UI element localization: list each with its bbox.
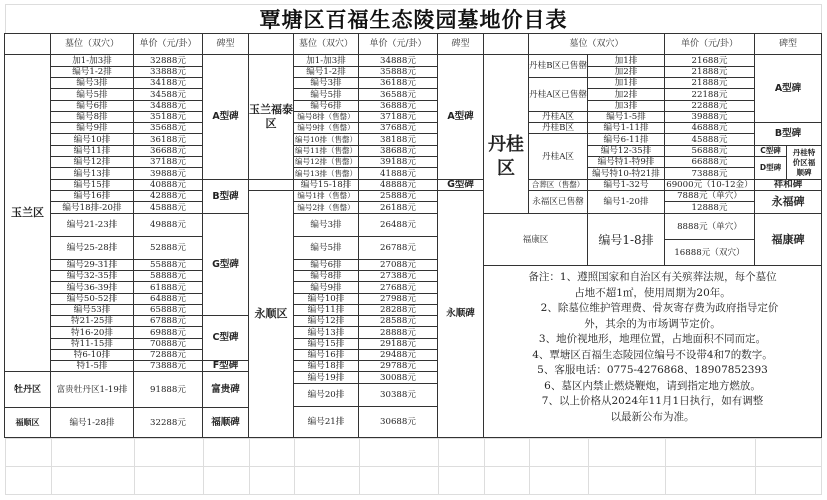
cell-text: 编号1-2排 [306,67,346,77]
cell-text: 编号5排 [76,89,108,100]
cell-text: 35688元 [150,123,186,133]
header-type [202,33,249,55]
cell-text: 编号12排（售罄） [294,157,358,166]
cell-text: 编号5排 [310,243,342,253]
cell-text: 编号53排 [73,305,111,315]
cell-text: 61888元 [150,282,186,293]
cell-text: 编号50-52排 [66,294,118,304]
cell-text: A型碑 [447,111,474,122]
cell-text: 67888元 [150,316,186,326]
cell-text: 64888元 [150,294,186,304]
grid-line [5,466,822,467]
cell-text: 富贵碑 [211,383,240,395]
note-line: 5、客服电话：0775-4276868、18907852393 [537,364,768,376]
cell-text: 32288元 [150,417,186,428]
header-price [358,33,438,55]
cell-text: 合葬区（售罄） [531,180,585,189]
fukang-price-single [664,213,755,240]
table-row-price [133,213,203,237]
cell-text: 42888元 [150,191,186,201]
cell-text: 编号20排 [307,390,345,400]
type-d [754,156,787,180]
cell-text: 编号12-35排 [600,146,652,156]
cell-text: 21688元 [691,55,728,66]
cell-text: 玉兰区 [11,206,44,219]
cell-text: 编号15排 [73,180,111,190]
type-yongshun [437,190,484,438]
cell-text: 墓位（双穴） [64,39,119,49]
cell-text: 编号16排 [307,350,345,360]
type-g [202,213,249,316]
cell-text: 牡丹区 [13,384,41,395]
cell-text: 编号5排 [310,89,342,100]
cell-text: 丹桂A区 [542,112,574,122]
cell-text: 29788元 [380,361,416,371]
header-tomb [528,33,665,55]
cell-text: 36188元 [380,78,416,88]
cell-text: 丹桂B区已售罄 [529,61,587,71]
cell-text: 加1-加3排 [306,55,346,66]
cell-text: 编号3排 [76,78,108,88]
cell-text: 编号1-2排 [72,67,112,77]
type-yongfu [754,190,822,214]
cell-text: 33888元 [150,67,186,77]
cell-text: 35188元 [150,112,186,122]
header-type [437,33,484,55]
cell-text: 48888元 [380,180,416,190]
cell-text: 编号11排 [73,146,111,156]
cell-text: 65888元 [150,305,186,315]
cell-text: 30688元 [380,417,416,427]
cell-text: 91888元 [150,384,186,395]
cell-text: 38688元 [380,146,416,156]
cell-text: G型碑 [447,179,474,190]
cell-text: A型碑 [774,82,802,94]
cell-text: 编号9排（售罄） [297,123,355,132]
zone-yongshun [248,190,294,438]
header-tomb [293,33,359,55]
cell-text: 39888元 [691,112,728,122]
cell-text: 编号15-18排 [300,180,352,190]
cell-text: 70888元 [150,339,186,349]
cell-text: 永顺区 [254,307,288,320]
cell-text: 福顺区 [15,417,40,427]
type-a [202,54,249,180]
cell-text: 编号1-5排 [606,112,646,122]
cell-text: 特11-15排 [71,339,113,349]
cell-text: 编号19排 [307,372,345,383]
cell-text: 编号10排（售罄） [294,134,358,144]
cell-text: 编号8排（售罄） [297,112,355,121]
table-row-tomb [50,236,134,260]
cell-text: 55888元 [150,260,186,270]
cell-text: 单价（元/卦） [369,39,427,49]
cell-text: 编号36-39排 [66,282,118,293]
cell-text: 编号18排 [307,361,345,371]
sub-dangui-b-sold [528,54,588,78]
cell-text: 编号6排 [310,101,342,111]
cell-text: 72888元 [150,350,186,360]
cell-text: 编号11排（售罄） [294,146,358,155]
header-blank [248,33,294,55]
note-line: 4、覃塘区百福生态陵园位编号不设带4和7的数字。 [532,348,773,361]
cell-text: 碑型 [216,39,235,49]
cell-text: 69000元（10-12金） [666,180,753,190]
header-price [664,33,755,55]
note-line: 占地不超1㎡，使用周期为20年。 [574,286,731,299]
type-b [754,122,822,146]
cell-text: 永顺碑 [446,308,475,319]
cell-text: 丹桂A区已售罄 [529,89,587,100]
cell-text: 69888元 [150,327,186,338]
cell-text: 编号1排（售罄） [297,191,355,200]
cell-text: 墓位（双穴） [298,39,353,49]
type-a [437,54,484,180]
cell-text: 40888元 [150,180,186,190]
cell-text: 编号1-28排 [69,417,115,428]
cell-text: 加2排 [614,67,638,77]
cell-text: 福康区 [522,234,549,245]
cell-text: 36888元 [380,101,416,111]
notes-box [483,265,822,438]
cell-text: 永福区已售罄 [532,197,584,207]
cell-text: C型碑 [212,332,239,343]
table-row-price [358,383,438,407]
table-row-price [358,213,438,237]
table-row-tomb [293,406,359,438]
cell-text: 编号18排-20排 [62,202,122,213]
cell-text: 特1-5排 [76,361,108,371]
cell-text: 丹桂B区 [541,123,575,133]
cell-text: B型碑 [212,190,239,202]
cell-text: B型碑 [774,128,802,139]
note-line: 2、除墓位维护管理费、骨灰寄存费为政府指导定价 [540,302,779,314]
cell-text: 编号特1-特9排 [597,157,655,167]
note-line: 以最新公布为准。 [610,410,695,423]
header-blank [483,33,529,55]
cell-text: 福顺碑 [211,416,240,428]
cell-text: 39888元 [150,168,186,179]
table-row-tomb [293,213,359,237]
cell-text: 22188元 [691,89,728,100]
header-blank [4,33,51,55]
cell-text: 编号11排 [307,305,345,315]
table-row-tomb [293,383,359,407]
type-b [202,179,249,214]
cell-text: 编号1-20排 [603,197,649,207]
header-price [133,33,203,55]
sub-yongfu [528,190,588,214]
cell-text: 37188元 [380,112,416,122]
cell-text: 21888元 [691,67,728,77]
cell-text: 29188元 [380,339,416,349]
cell-text: 富贵牡丹区1-19排 [56,384,128,395]
cell-text: 加1-加3排 [72,55,112,66]
note-line: 备注：1、遵照国家和自治区有关殡葬法规，每个墓位 [528,271,777,283]
fukang-price-double [664,239,755,266]
cell-text: 加3排 [614,101,638,111]
cell-text: 25888元 [380,191,416,201]
cell-text: 16888元（双穴） [674,247,745,258]
cell-text: 编号13排（售罄） [294,168,358,178]
cell-text: 祥和碑 [773,179,803,190]
cell-text: 编号6-11排 [603,134,649,145]
page-title: 覃塘区百福生态陵园墓地价目表 [259,8,568,32]
cell-text: 39188元 [380,157,416,167]
cell-text: 编号1-11排 [603,123,649,133]
cell-text: 编号3排 [310,78,342,88]
type-c [202,315,249,361]
cell-text: 编号21排 [307,417,345,427]
cell-text: 52888元 [150,243,186,253]
cell-text: 碑型 [778,39,797,49]
cell-text: 36188元 [150,134,186,145]
cell-text: 福康碑 [771,232,805,246]
cell-text: 编号13排 [73,168,111,179]
cell-text: 特21-25排 [71,316,113,326]
cell-text: 28888元 [380,327,416,338]
cell-text: 36588元 [380,89,416,100]
cell-text: 49888元 [150,220,186,230]
cell-text: 编号10排 [307,294,345,304]
type-a [754,54,822,123]
note-line: 6、墓区内禁止燃烧鞭炮，请到指定地方燃放。 [544,379,761,392]
cell-text: 26488元 [380,220,416,230]
cell-text: 编号12排 [307,316,345,326]
cell-text: 编号32-35排 [66,271,118,281]
note-line: 7、以上价格从2024年11月1日执行，如有调整 [541,395,764,407]
cell-text: 编号13排 [307,327,345,338]
header-tomb [50,33,134,55]
cell-text: 编号9排 [76,123,108,133]
cell-text: 30088元 [380,372,416,383]
sub-dangui-a-sold [528,77,588,112]
cell-text: 46888元 [691,123,728,133]
cell-text: 26188元 [380,202,416,213]
cell-text: 27688元 [380,282,416,293]
zone-yulan [4,54,51,372]
cell-text: 36688元 [150,146,186,156]
cell-text: 丹桂A区 [542,151,574,162]
cell-text: 27988元 [380,294,416,304]
cell-text: 41888元 [380,168,416,179]
zone-mudan [4,371,51,408]
fukang-type [754,213,822,266]
cell-text: 单价（元/卦） [680,39,739,49]
cell-text: 编号15排 [307,339,345,349]
cell-text: 45888元 [691,134,728,145]
note-line: 3、地价视地形，地理位置，占地面积不同而定。 [538,333,767,345]
cell-text: 特6-10排 [73,350,111,360]
cell-text: 丹桂特价区福顺碑 [792,147,816,177]
header-type [754,33,822,55]
cell-text: 编号16排 [73,191,111,201]
cell-text: 73888元 [150,361,186,371]
type-special [786,145,822,180]
grid-line [5,494,822,495]
zone-fukang [483,213,588,266]
cell-text: 墓位（双穴） [569,39,624,49]
table-row-price [358,236,438,260]
cell-text: 73888元 [691,168,728,179]
cell-text: 编号25-28排 [66,243,118,253]
cell-text: A型碑 [212,111,239,122]
cell-text: 27388元 [380,271,416,281]
cell-text: 编号29-31排 [66,260,118,270]
cell-text: 35888元 [380,67,416,77]
cell-text: 编号9排 [310,282,342,293]
zone-fushun [4,407,51,438]
fushun-price [133,407,203,438]
cell-text: 28588元 [380,316,416,326]
mudan-price [133,371,203,408]
table-row-tomb [293,236,359,260]
cell-text: 7888元（单穴） [677,191,742,201]
mudan-tomb [50,371,134,408]
cell-text: 加1排 [614,78,638,88]
cell-text: 28288元 [380,305,416,315]
cell-text: C型碑 [760,146,781,155]
cell-text: 丹桂区 [488,134,524,179]
table-row-price [358,406,438,438]
cell-text: 单价（元/卦） [139,39,197,49]
cell-text: 58888元 [150,271,186,281]
cell-text: 45888元 [150,202,186,213]
cell-text: 34888元 [380,55,416,66]
cell-text: G型碑 [212,258,239,270]
cell-text: 编号2排（售罄） [297,202,355,212]
cell-text: 编号21-23排 [66,220,118,230]
cell-text: 永福碑 [771,195,805,208]
cell-text: 加2排 [614,89,638,100]
sub-dangui-a2 [528,133,588,180]
cell-text: 30388元 [380,390,416,400]
note-line: 外，其余的为市场调节定价。 [584,317,721,330]
table-row-tomb [587,190,665,214]
cell-text: 34188元 [150,78,186,88]
cell-text: D型碑 [759,163,782,172]
cell-text: 12888元 [691,202,728,213]
cell-text: 37188元 [150,157,186,167]
cell-text: 编号10排 [73,134,111,145]
fushun-tomb [50,407,134,438]
cell-text: 编号6排 [310,260,342,270]
cell-text: 编号6排 [76,101,108,111]
cell-text: 38188元 [380,134,416,145]
cell-text: 8888元（单穴） [677,221,742,232]
cell-text: 34888元 [150,101,186,111]
cell-text: 编号3排 [310,220,342,230]
cell-text: F型碑 [212,360,239,371]
cell-text: 21888元 [691,78,728,88]
cell-text: 编号8排 [310,271,342,281]
cell-text: 56888元 [691,146,728,156]
cell-text: 编号8排 [76,112,108,122]
cell-text: 编号1-8排 [598,232,654,247]
cell-text: 编号12排 [73,157,111,167]
cell-text: 37688元 [380,123,416,133]
cell-text: 玉兰福泰区 [249,103,293,130]
table-row-tomb [50,213,134,237]
cell-text: 66888元 [691,157,728,167]
mudan-type [202,371,249,408]
cell-text: 编号1-32号 [603,180,649,190]
fushun-type [202,407,249,438]
cell-text: 32888元 [150,55,186,66]
cell-text: 编号特10-特21排 [592,168,660,179]
table-row-price [133,236,203,260]
cell-text: 26788元 [380,243,416,253]
cell-text: 29488元 [380,350,416,360]
cell-text: 34588元 [150,89,186,100]
cell-text: 碑型 [451,39,470,49]
zone-yulan-futai [248,54,294,180]
fukang-tomb [587,213,665,266]
cell-text: 22888元 [691,101,728,111]
cell-text: 特16-20排 [71,327,113,338]
cell-text: 加1排 [614,55,638,66]
cell-text: 27088元 [380,260,416,270]
